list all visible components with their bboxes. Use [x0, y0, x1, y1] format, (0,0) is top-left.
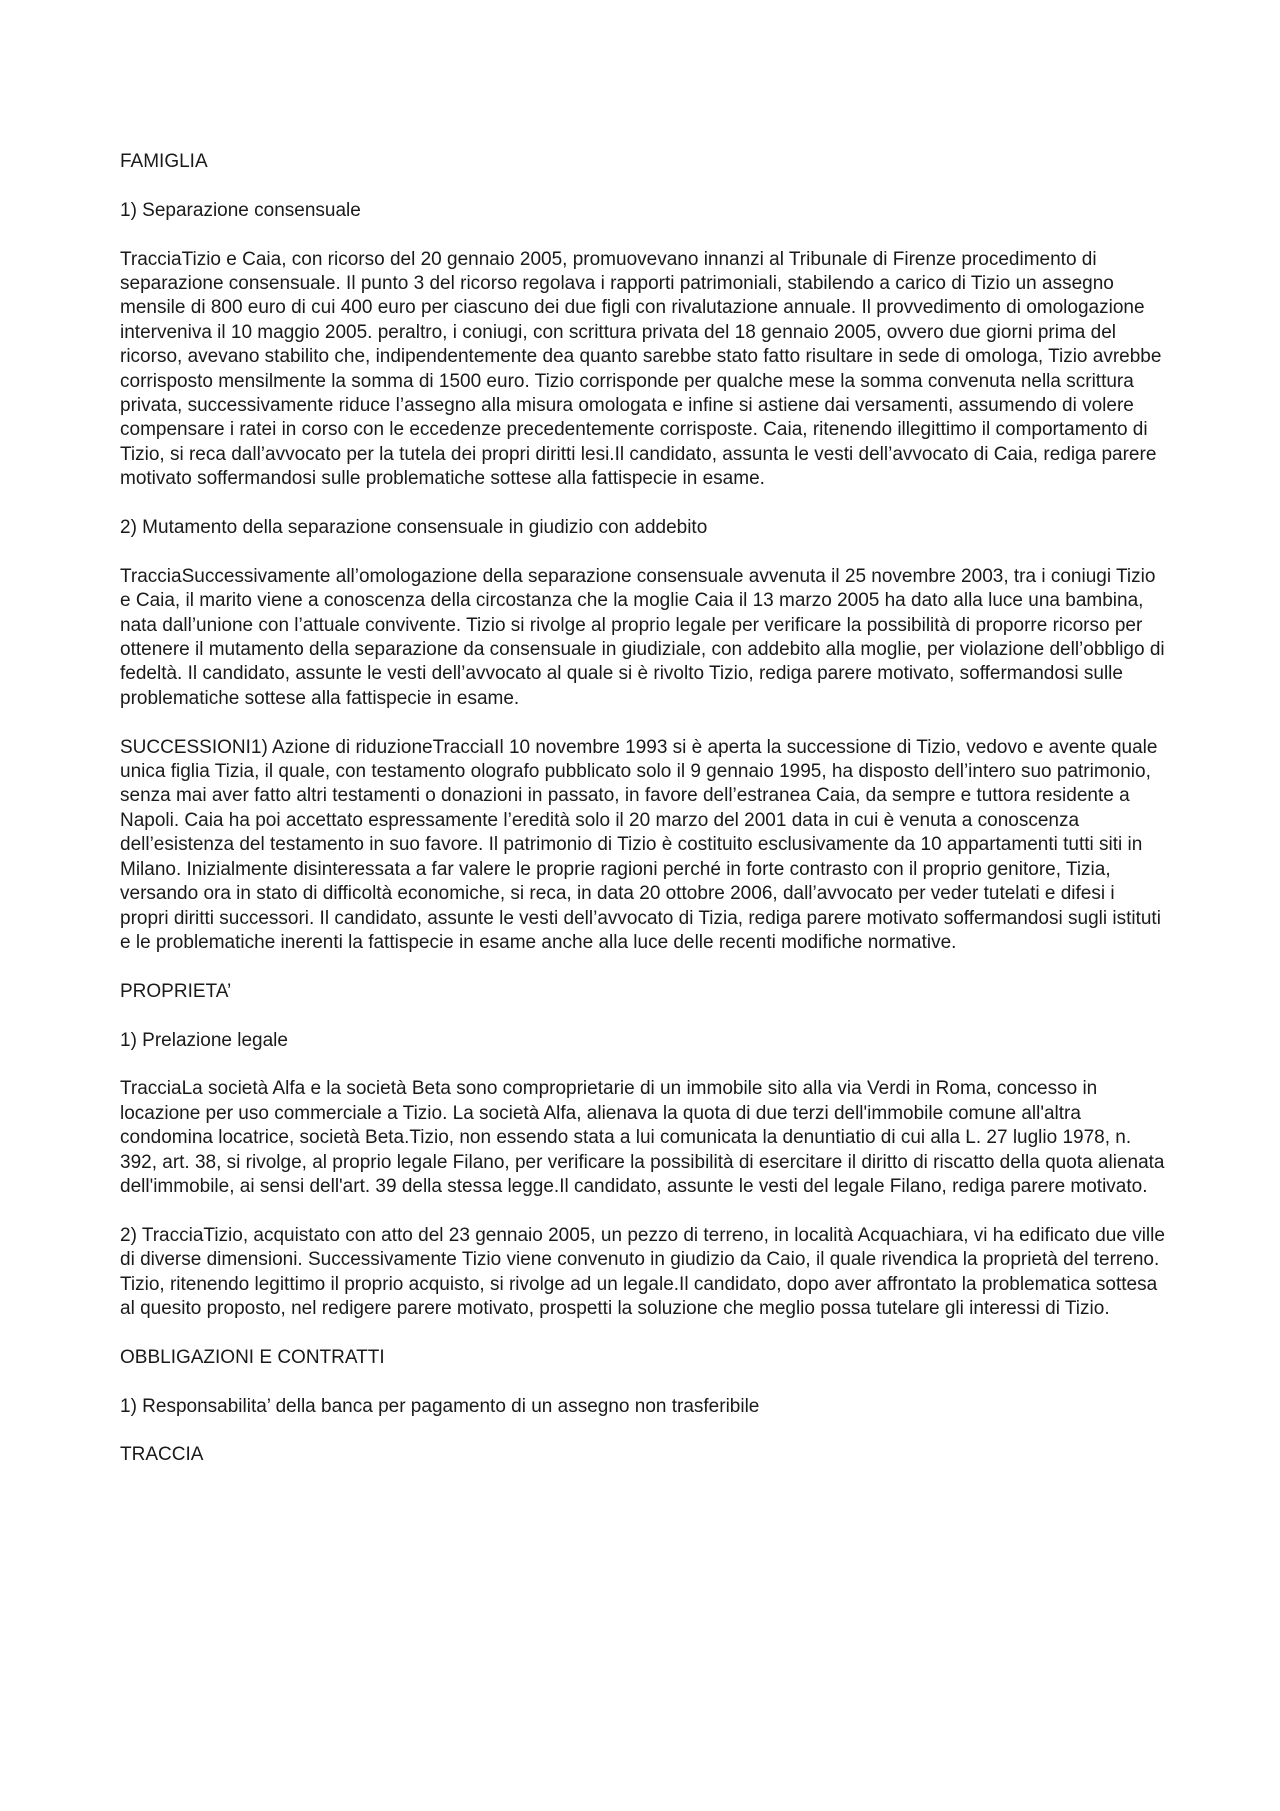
subheading-separazione-consensuale: 1) Separazione consensuale	[120, 199, 361, 221]
heading-obbligazioni-contratti: OBBLIGAZIONI E CONTRATTI	[120, 1346, 385, 1368]
label-traccia: TRACCIA	[120, 1444, 204, 1466]
subheading-responsabilita-banca: 1) Responsabilita’ della banca per pagamento di un assegno non trasferibile	[120, 1395, 760, 1417]
paragraph-traccia-acquisto-terreno: 2) TracciaTizio, acquistato con atto del 23 gennaio 2005, un pezzo di terreno, in località Acquachiara, vi ha edificato due ville di diverse dimensioni. Successivamente Tizio viene convenuto in giudizio da Caio, il quale rivendica la proprietà del terreno. Tizio, ritenendo legittimo il proprio acquisto, si rivolge ad un legale.Il candidato, dopo aver affrontato la problematica sottesa al quesito proposto, nel redigere parere motivato, prospetti la soluzione che meglio possa tutelare gli interessi di Tizio.	[120, 1224, 1165, 1319]
heading-famiglia: FAMIGLIA	[120, 151, 208, 172]
paragraph-traccia-mutamento: TracciaSuccessivamente all’omologazione della separazione consensuale avvenuta il 25 novembre 2003, tra i coniugi Tizio e Caia, il marito viene a conoscenza della circostanza che la moglie Caia il 13 marzo 2005 ha dato alla luce una bambina, nata dall’unione con l’attuale convivente. Tizio si rivolge al proprio legale per verificare la possibilità di proporre ricorso per ottenere il mutamento della separazione da consensuale in giudiziale, con addebito alla moglie, per violazione dell’obbligo di fedeltà. Il candidato, assunte le vesti dell’avvocato al quale si è rivolto Tizio, rediga parere motivato, soffermandosi sulle problematiche sottese alla fattispecie in esame.	[120, 565, 1165, 709]
document-page	[120, 150, 1165, 1492]
paragraph-traccia-prelazione: TracciaLa società Alfa e la società Beta sono comproprietarie di un immobile sito alla via Verdi in Roma, concesso in locazione per uso commerciale a Tizio. La società Alfa, alienava la quota di due terzi dell'immobile comune all'altra condomina locatrice, società Beta.Tizio, non essendo stata a lui comunicata la denuntiatio di cui alla L. 27 luglio 1978, n. 392, art. 38, si rivolge, al proprio legale Filano, per verificare la possibilità di esercitare il diritto di riscatto della quota alienata dell'immobile, ai sensi dell'art. 39 della stessa legge.Il candidato, assunte le vesti del legale Filano, rediga parere motivato.	[120, 1078, 1165, 1197]
heading-proprieta: PROPRIETA’	[120, 980, 232, 1002]
subheading-mutamento-separazione: 2) Mutamento della separazione consensuale in giudizio con addebito	[120, 517, 708, 539]
paragraph-successioni: SUCCESSIONI1) Azione di riduzioneTracciaIl 10 novembre 1993 si è aperta la successione di Tizio, vedovo e avente quale unica figlia Tizia, il quale, con testamento olografo pubblicato solo il 9 gennaio 1995, ha disposto dell’intero suo patrimonio, senza mai aver fatto altri testamenti o donazioni in passato, in favore dell’estranea Caia, da sempre e tuttora residente a Napoli. Caia ha poi accettato espressamente l’eredità solo il 20 marzo del 2001 data in cui è venuta a conoscenza dell’esistenza del testamento in suo favore. Il patrimonio di Tizio è costituito esclusivamente da 10 appartamenti tutti siti in Milano. Inizialmente disinteressata a far valere le proprie ragioni perché in forte contrasto con il proprio genitore, Tizia, versando ora in stato di difficoltà economiche, si reca, in data 20 ottobre 2006, dall’avvocato per veder tutelati e difesi i propri diritti successori. Il candidato, assunte le vesti dell’avvocato di Tizia, rediga parere motivato soffermandosi sugli istituti e le problematiche inerenti la fattispecie in esame anche alla luce delle recenti modifiche normative.	[120, 736, 1161, 953]
subheading-prelazione-legale: 1) Prelazione legale	[120, 1029, 288, 1051]
paragraph-traccia-separazione: TracciaTizio e Caia, con ricorso del 20 gennaio 2005, promuovevano innanzi al Tribunale di Firenze procedimento di separazione consensuale. Il punto 3 del ricorso regolava i rapporti patrimoniali, stabilendo a carico di Tizio un assegno mensile di 800 euro di cui 400 euro per ciascuno dei due figli con rivalutazione annuale. Il provvedimento di omologazione interveniva il 10 maggio 2005. peraltro, i coniugi, con scrittura privata del 18 gennaio 2005, ovvero due giorni prima del ricorso, avevano stabilito che, indipendentemente dea quanto sarebbe stato fatto risultare in sede di omologa, Tizio avrebbe corrisposto mensilmente la somma di 1500 euro. Tizio corrisponde per qualche mese la somma convenuta nella scrittura privata, successivamente riduce l’assegno alla misura omologata e infine si astiene dai versamenti, assumendo di volere compensare i ratei in corso con le eccedenze precedentemente corrisposte. Caia, ritenendo illegittimo il comportamento di Tizio, si reca dall’avvocato per la tutela dei propri diritti lesi.Il candidato, assunta le vesti dell’avvocato di Caia, rediga parere motivato soffermandosi sulle problematiche sottese alla fattispecie in esame.	[120, 248, 1162, 490]
